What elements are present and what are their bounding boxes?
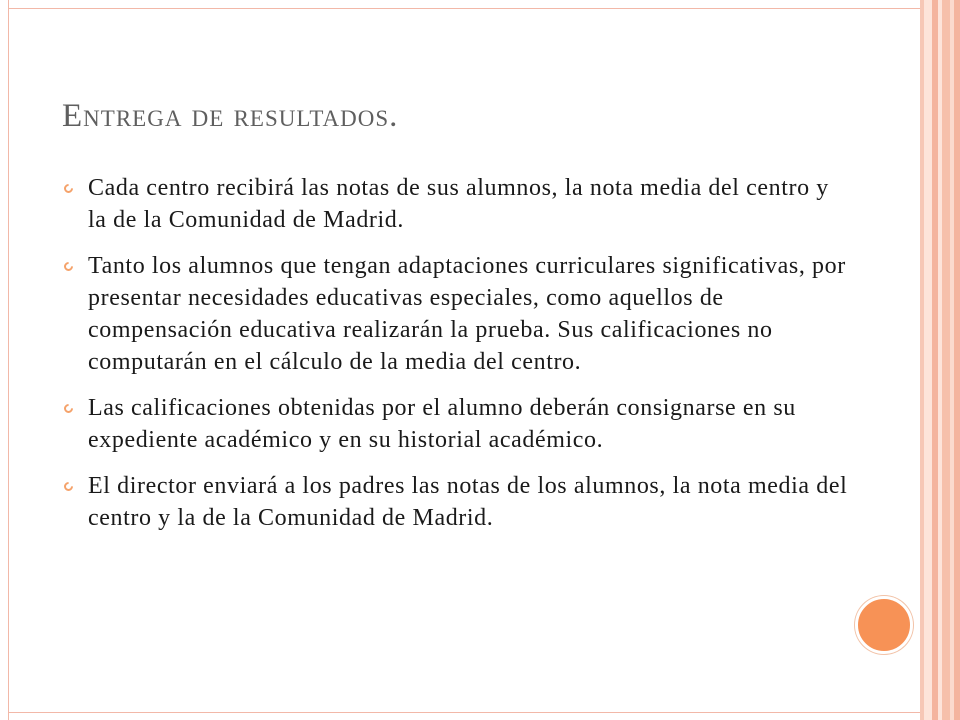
frame-left-line xyxy=(8,0,9,720)
bullet-text: Cada centro recibirá las notas de sus alumnos, la nota media del centro y la de la Comunidad de Madrid. xyxy=(88,175,829,233)
frame-bottom-line xyxy=(8,712,920,713)
decorative-orange-circle xyxy=(855,596,913,654)
slide-title: Entrega de resultados. xyxy=(62,98,399,134)
decorative-side-stripes xyxy=(920,0,960,720)
bullet-text: El director enviará a los padres las notas de los alumnos, la nota media del centro y la de la Comunidad de Madrid. xyxy=(88,473,848,531)
bullet-icon xyxy=(62,402,75,415)
bullet-item xyxy=(60,172,850,236)
frame-top-line xyxy=(8,8,920,9)
stripe xyxy=(954,0,960,720)
bullet-item xyxy=(60,470,850,534)
bullet-icon xyxy=(62,182,75,195)
bullet-text: Tanto los alumnos que tengan adaptaciones curriculares significativas, por presentar necesidades educativas especiales, como aquellos de compensación educativa realizarán la prueba. Sus calificaciones no computarán en el cálculo de la media del centro. xyxy=(88,253,846,375)
bullet-text: Las calificaciones obtenidas por el alumno deberán consignarse en su expediente académico y en su historial académico. xyxy=(88,395,796,453)
bullet-item xyxy=(60,392,850,456)
bullet-list xyxy=(60,172,850,548)
bullet-icon xyxy=(62,260,75,273)
bullet-icon xyxy=(62,480,75,493)
stripe xyxy=(924,0,932,720)
stripe xyxy=(942,0,950,720)
bullet-item xyxy=(60,250,850,378)
